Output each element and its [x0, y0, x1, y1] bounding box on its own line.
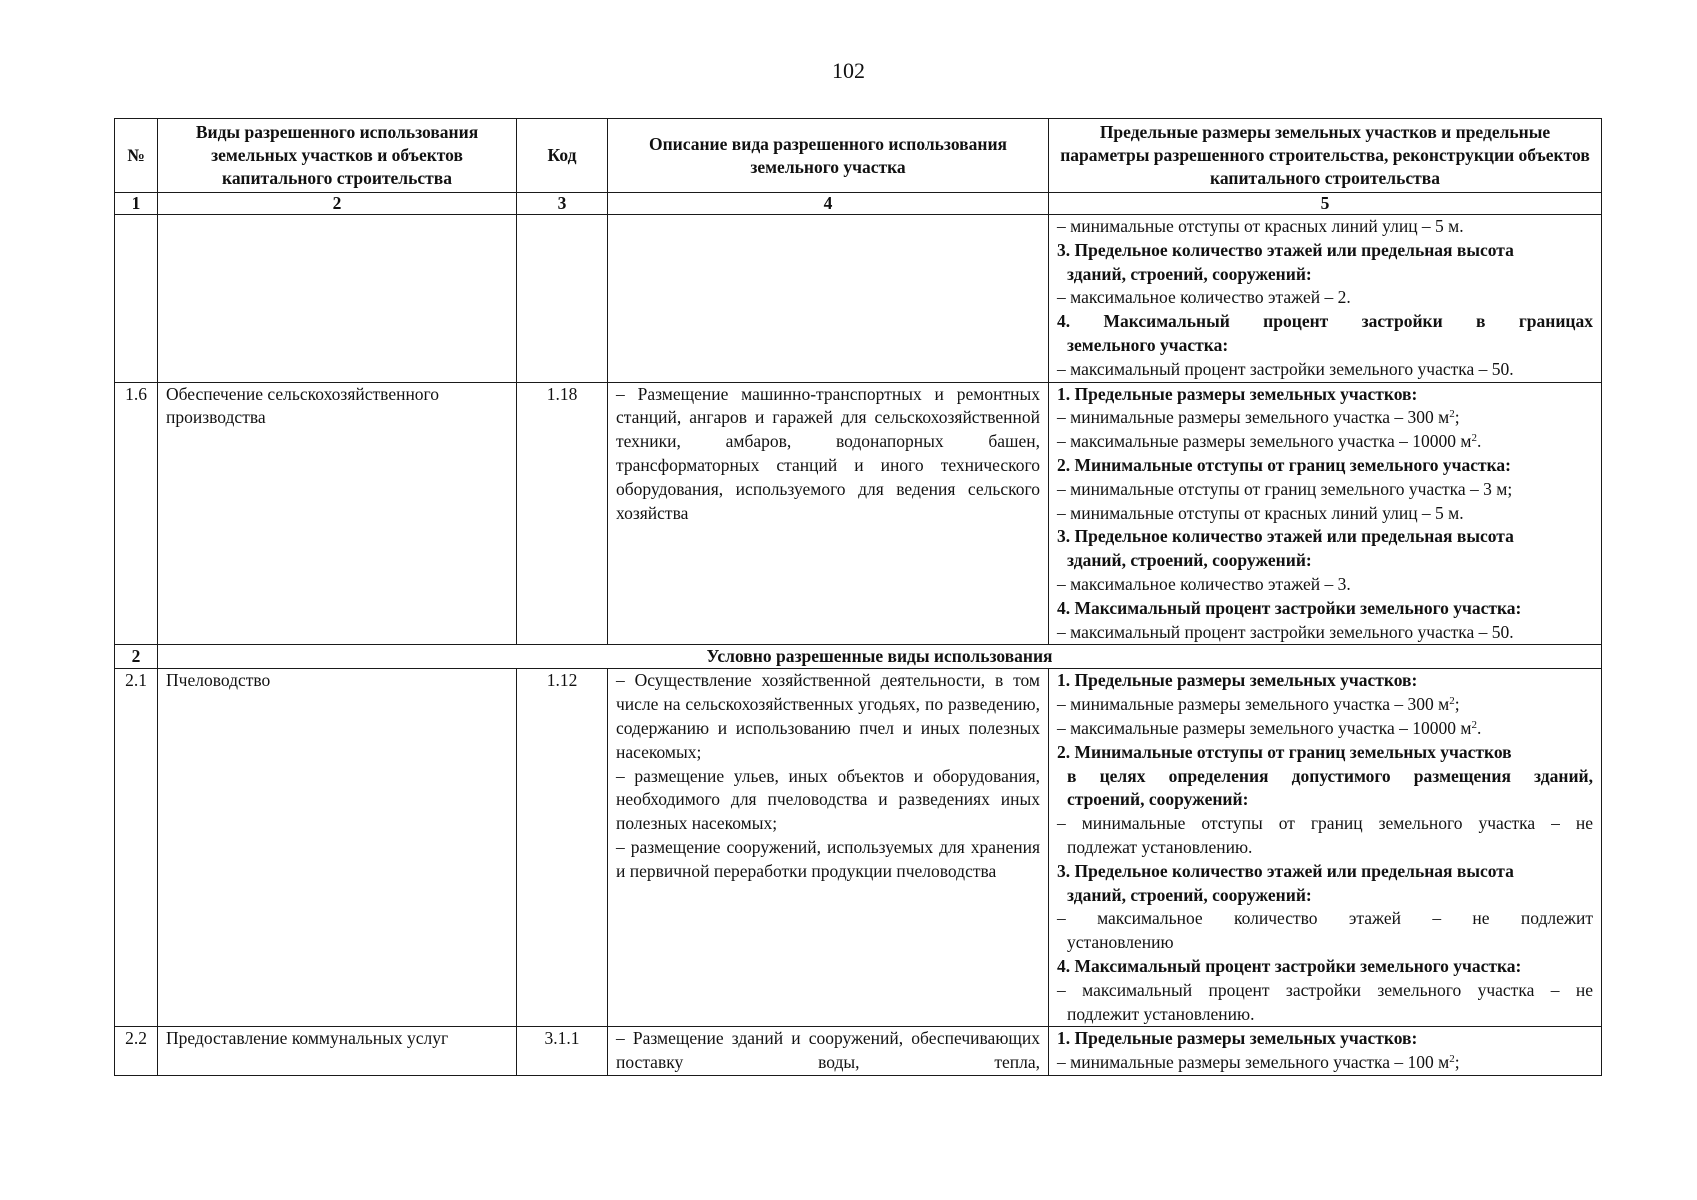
parameter-heading: 3. Предельное количество этажей или предельная высота — [1057, 526, 1514, 547]
use-type-code: 1.12 — [517, 669, 608, 1027]
column-number: 3 — [517, 193, 608, 215]
parameter-heading: 1. Предельные размеры земельных участков: — [1057, 1028, 1418, 1049]
parameter-line: – минимальные размеры земельного участка – 300 $м^2$; — [1057, 407, 1460, 428]
parameter-heading: зданий, строений, сооружений: — [1067, 550, 1312, 571]
parameter-heading: 4. Максимальный процент застройки земельного участка: — [1057, 955, 1522, 976]
header-use-type: Виды разрешенного использования земельных участков и объектов капитального строительства — [158, 119, 517, 193]
parameters-cell — [1049, 215, 1602, 383]
parameter-heading: строений, сооружений: — [1067, 789, 1249, 810]
table-row-2-1 — [115, 669, 1602, 1027]
parameters-cell — [1049, 669, 1602, 1027]
parameter-line: – минимальные отступы от границ земельного участка – не — [1057, 813, 1593, 834]
header-parameters: Предельные размеры земельных участков и предельные параметры разрешенного строительства, реконструкции объектов капитального строительства — [1049, 119, 1602, 193]
use-type-description: – Размещение машинно-транспортных и ремонтных станций, ангаров и гаражей для сельскохозяйственной техники, амбаров, водонапорных башен, трансформаторных станций и иного технического оборудования, используемого для ведения сельского хозяйства — [608, 382, 1049, 645]
row-number: 2.2 — [115, 1027, 158, 1076]
use-type-name: Пчеловодство — [158, 669, 517, 1027]
column-number: 4 — [608, 193, 1049, 215]
description-paragraph: – Осуществление хозяйственной деятельности, в том числе на сельскохозяйственных угодьях, по разведению, содержанию и использованию пчел и иных полезных насекомых; — [616, 670, 1040, 762]
header-description: Описание вида разрешенного использования земельного участка — [608, 119, 1049, 193]
parameter-line: установлению — [1067, 932, 1174, 953]
parameter-line: – максимальное количество этажей – не подлежит — [1057, 908, 1593, 929]
parameter-heading: 3. Предельное количество этажей или предельная высота — [1057, 239, 1514, 260]
parameter-line: подлежит установлению. — [1067, 1003, 1255, 1024]
use-type-cell — [158, 215, 517, 383]
description-cell — [608, 215, 1049, 383]
row-number-cell — [115, 215, 158, 383]
code-cell — [517, 215, 608, 383]
parameter-heading: 1. Предельные размеры земельных участков: — [1057, 383, 1418, 404]
header-number: № — [115, 119, 158, 193]
section-title: Условно разрешенные виды использования — [158, 645, 1602, 669]
zoning-regulations-table — [114, 118, 1602, 1076]
parameter-line: – минимальные отступы от красных линий улиц – 5 м. — [1057, 502, 1464, 523]
column-number: 5 — [1049, 193, 1602, 215]
parameter-line: – минимальные размеры земельного участка – 100 $м^2$; — [1057, 1052, 1460, 1073]
parameter-heading: 2. Минимальные отступы от границ земельного участка: — [1057, 454, 1511, 475]
section-row-conditional-uses — [115, 645, 1602, 669]
parameter-line: – минимальные отступы от границ земельного участка – 3 м; — [1057, 478, 1513, 499]
column-number: 1 — [115, 193, 158, 215]
header-code: Код — [517, 119, 608, 193]
parameter-line: – максимальный процент застройки земельного участка – 50. — [1057, 621, 1514, 642]
table-row-continuation — [115, 215, 1602, 383]
parameter-heading: земельного участка: — [1067, 334, 1229, 355]
parameter-line: – максимальный процент застройки земельного участка – 50. — [1057, 358, 1514, 379]
use-type-code: 1.18 — [517, 382, 608, 645]
parameters-cell — [1049, 1027, 1602, 1076]
table-row-1-6 — [115, 382, 1602, 645]
table-header-row — [115, 119, 1602, 193]
description-paragraph: – размещение сооружений, используемых для хранения и первичной переработки продукции пчеловодства — [616, 836, 1040, 881]
page-number: 102 — [832, 58, 865, 83]
use-type-name: Предоставление коммунальных услуг — [158, 1027, 517, 1076]
parameter-line: – максимальный процент застройки земельного участка – не — [1057, 979, 1593, 1000]
parameters-cell — [1049, 382, 1602, 645]
section-number: 2 — [115, 645, 158, 669]
use-type-description: – Размещение зданий и сооружений, обеспечивающих поставку воды, тепла, — [608, 1027, 1049, 1076]
description-paragraph: – размещение ульев, иных объектов и оборудования, необходимого для пчеловодства и разведениях иных полезных насекомых; — [616, 765, 1040, 834]
parameter-heading: зданий, строений, сооружений: — [1067, 263, 1312, 284]
use-type-code: 3.1.1 — [517, 1027, 608, 1076]
row-number: 1.6 — [115, 382, 158, 645]
parameter-heading: 2. Минимальные отступы от границ земельных участков — [1057, 741, 1512, 762]
parameter-line: – максимальные размеры земельного участка – 10000 $м^2$. — [1057, 431, 1482, 452]
column-number: 2 — [158, 193, 517, 215]
parameter-heading: 4. Максимальный процент застройки земельного участка: — [1057, 597, 1522, 618]
use-type-name: Обеспечение сельскохозяйственного производства — [158, 382, 517, 645]
parameter-heading: в целях определения допустимого размещения зданий, — [1067, 765, 1593, 786]
table-row-2-2 — [115, 1027, 1602, 1076]
parameter-heading: 3. Предельное количество этажей или предельная высота — [1057, 860, 1514, 881]
use-type-description — [608, 669, 1049, 1027]
parameter-line: – минимальные размеры земельного участка – 300 $м^2$; — [1057, 694, 1460, 715]
parameter-line: – максимальное количество этажей – 3. — [1057, 573, 1351, 594]
column-number-row — [115, 193, 1602, 215]
parameter-heading: зданий, строений, сооружений: — [1067, 884, 1312, 905]
parameter-line: – минимальные отступы от красных линий улиц – 5 м. — [1057, 216, 1464, 236]
parameter-line: подлежат установлению. — [1067, 836, 1253, 857]
row-number: 2.1 — [115, 669, 158, 1027]
parameter-line: – максимальное количество этажей – 2. — [1057, 287, 1351, 308]
parameter-line: – максимальные размеры земельного участка – 10000 $м^2$. — [1057, 717, 1482, 738]
parameter-heading: 1. Предельные размеры земельных участков: — [1057, 670, 1418, 691]
parameter-heading: 4. Максимальный процент застройки в границах — [1057, 311, 1593, 332]
